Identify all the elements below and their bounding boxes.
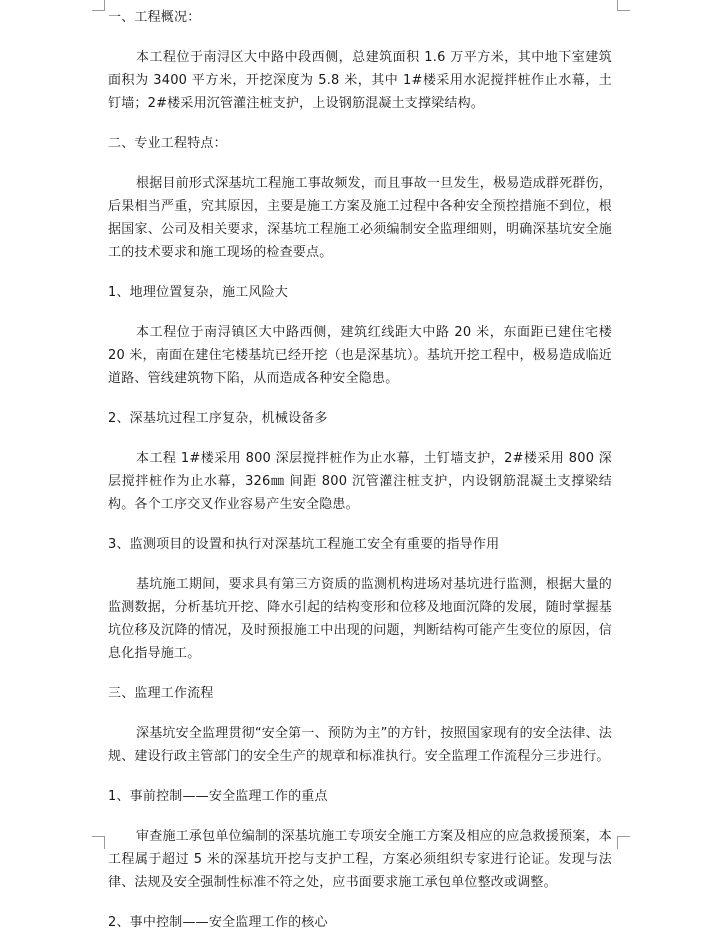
paragraph-location: 本工程位于南浔镇区大中路西侧，建筑红线距大中路 20 米，东面距已建住宅楼 20 米，南面在建住宅楼基坑已经开挖（也是深基坑）。基坑开挖工程中，极易造成临近道路、管线建筑物下陷，从而造成各种安全隐患。 (108, 325, 612, 386)
paragraph-process: 本工程 1#楼采用 800 深层搅拌桩作为止水幕，土钉墙支护，2#楼采用 800 深层搅拌桩作为止水幕，326㎜ 间距 800 沉管灌注桩支护，内设钢筋混凝土支撑梁结构。各个工序交叉作业容易产生安全隐患。 (108, 451, 612, 512)
section-heading-workflow: 三、监理工作流程 (108, 686, 214, 701)
paragraph-pre-control: 审查施工承包单位编制的深基坑施工专项安全施工方案及相应的应急救援预案，本工程属于超过 5 米的深基坑开挖与支护工程，方案必须组织专家进行论证。发现与法律、法规及安全强制性标准不符之处，应书面要求施工承包单位整改或调整。 (108, 829, 612, 890)
subheading-process: 2、深基坑过程工序复杂，机械设备多 (108, 411, 328, 426)
subheading-in-process-control: 2、事中控制——安全监理工作的核心 (108, 915, 328, 930)
subheading-pre-control: 1、事前控制——安全监理工作的重点 (108, 789, 328, 804)
paragraph-monitoring: 基坑施工期间，要求具有第三方资质的监测机构进场对基坑进行监测，根据大量的监测数据，分析基坑开挖、降水引起的结构变形和位移及地面沉降的发展，随时掌握基坑位移及沉降的情况，及时预报施工中出现的问题，判断结构可能产生变位的原因，信息化指导施工。 (108, 577, 612, 661)
crop-mark-bottom-left (92, 836, 105, 849)
document-body (108, 6, 612, 951)
crop-mark-bottom-right (617, 836, 630, 849)
subheading-location: 1、地理位置复杂，施工风险大 (108, 285, 289, 300)
paragraph-workflow: 深基坑安全监理贯彻“安全第一、预防为主”的方针，按照国家现有的安全法律、法规、建设行政主管部门的安全生产的规章和标准执行。安全监理工作流程分三步进行。 (108, 726, 612, 764)
section-heading-overview: 一、工程概况： (108, 10, 201, 25)
crop-mark-top-right (617, 0, 630, 11)
subheading-monitoring: 3、监测项目的设置和执行对深基坑工程施工安全有重要的指导作用 (108, 537, 500, 552)
paragraph-overview: 本工程位于南浔区大中路中段西侧，总建筑面积 1.6 万平方米，其中地下室建筑面积为 3400 平方米，开挖深度为 5.8 米，其中 1#楼采用水泥搅拌桩作止水幕，土钉墙；2#楼采用沉管灌注桩支护，上设钢筋混凝土支撑梁结构。 (108, 50, 612, 111)
section-heading-features: 二、专业工程特点： (108, 136, 227, 151)
crop-mark-top-left (92, 0, 105, 11)
paragraph-features: 根据目前形式深基坑工程施工事故频发，而且事故一旦发生，极易造成群死群伤，后果相当严重，究其原因，主要是施工方案及施工过程中各种安全预控措施不到位，根据国家、公司及相关要求，深基坑工程施工必须编制安全监理细则，明确深基坑安全施工的技术要求和施工现场的检查要点。 (108, 176, 612, 260)
